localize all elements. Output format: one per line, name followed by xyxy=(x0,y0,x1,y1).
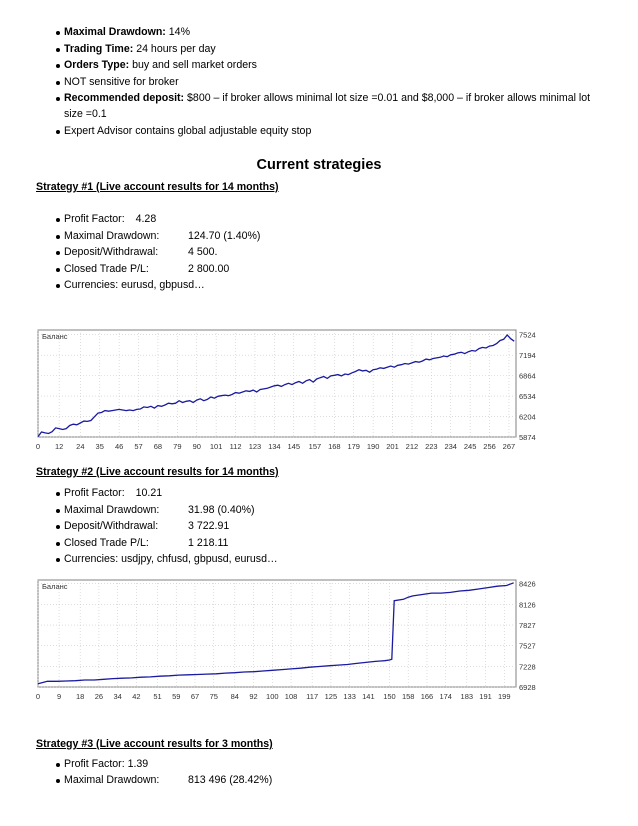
stat-item: Closed Trade P/L: 2 800.00 xyxy=(64,263,229,276)
stat-item: Deposit/Withdrawal: 3 722.91 xyxy=(64,520,229,533)
stat-item: Profit Factor: 1.39 xyxy=(64,758,148,771)
stat-item: Profit Factor: 4.28 xyxy=(64,213,156,226)
x-tick-label: 166 xyxy=(420,692,434,701)
y-tick-label: 7827 xyxy=(519,621,536,631)
y-tick-label: 6928 xyxy=(519,683,536,692)
x-tick-label: 123 xyxy=(248,442,262,451)
x-tick-label: 0 xyxy=(36,442,41,451)
x-tick-label: 223 xyxy=(425,442,438,451)
stat-item: Maximal Drawdown: 124.70 (1.40%) xyxy=(64,230,260,243)
list-item: Recommended deposit: $800 – if broker allows minimal lot size =0.01 and $8,000 – if broker allows minimal lot xyxy=(64,92,590,105)
x-tick-label: 212 xyxy=(405,442,419,451)
list-item: Expert Advisor contains global adjustable equity stop xyxy=(64,125,311,138)
stat-item: Currencies: eurusd, gbpusd… xyxy=(64,279,205,292)
chart-title: Баланс xyxy=(42,332,68,341)
x-tick-label: 57 xyxy=(134,442,143,451)
x-tick-label: 59 xyxy=(172,692,181,701)
x-tick-label: 75 xyxy=(209,692,218,701)
x-tick-label: 67 xyxy=(190,692,200,701)
y-tick-label: 7524 xyxy=(519,330,536,340)
x-tick-label: 256 xyxy=(483,442,496,451)
stat-item: Deposit/Withdrawal: 4 500. xyxy=(64,246,217,259)
x-tick-label: 0 xyxy=(36,692,41,701)
y-tick-label: 7228 xyxy=(519,662,536,672)
x-tick-label: 51 xyxy=(153,692,162,701)
y-tick-label: 6864 xyxy=(519,371,536,381)
x-tick-label: 92 xyxy=(249,692,258,701)
chart-title: Баланс xyxy=(42,582,68,591)
y-tick-label: 5874 xyxy=(519,433,536,442)
bullet-icon xyxy=(56,251,60,255)
x-tick-label: 133 xyxy=(343,692,356,701)
bullet-icon xyxy=(56,558,60,562)
bullet-icon xyxy=(56,284,60,288)
x-tick-label: 141 xyxy=(362,692,375,701)
strategy-title: Strategy #2 (Live account results for 14 months) xyxy=(36,466,279,478)
bullet-icon xyxy=(56,97,60,101)
x-tick-label: 168 xyxy=(328,442,341,451)
x-tick-label: 145 xyxy=(287,442,301,451)
x-tick-label: 12 xyxy=(54,442,64,451)
x-tick-label: 46 xyxy=(114,442,124,451)
x-tick-label: 157 xyxy=(308,442,322,451)
bullet-icon xyxy=(56,492,60,496)
x-tick-label: 112 xyxy=(229,442,242,451)
strategy-title: Strategy #1 (Live account results for 14 months) xyxy=(36,181,279,193)
x-tick-label: 125 xyxy=(324,692,338,701)
x-tick-label: 108 xyxy=(284,692,298,701)
bullet-icon xyxy=(56,268,60,272)
x-tick-label: 24 xyxy=(76,442,85,451)
bullet-icon xyxy=(56,542,60,546)
bullet-icon xyxy=(56,81,60,85)
y-tick-label: 6534 xyxy=(519,392,536,402)
x-tick-label: 79 xyxy=(173,442,182,451)
stat-item: Closed Trade P/L: 1 218.11 xyxy=(64,537,228,550)
y-tick-label: 7527 xyxy=(519,641,536,651)
bullet-icon xyxy=(56,48,60,52)
bullet-icon xyxy=(56,509,60,513)
x-tick-label: 174 xyxy=(439,692,452,701)
x-tick-label: 199 xyxy=(498,692,511,701)
list-item: Maximal Drawdown: 14% xyxy=(64,26,190,39)
x-tick-label: 183 xyxy=(460,692,474,701)
plot-area xyxy=(38,580,516,687)
x-tick-label: 18 xyxy=(76,692,85,701)
x-tick-label: 84 xyxy=(230,692,239,701)
x-tick-label: 101 xyxy=(209,442,223,451)
list-item: Trading Time: 24 hours per day xyxy=(64,43,216,56)
strategy-title: Strategy #3 (Live account results for 3 months) xyxy=(36,738,273,750)
x-tick-label: 158 xyxy=(401,692,415,701)
x-tick-label: 26 xyxy=(94,692,104,701)
y-tick-label: 6204 xyxy=(519,412,536,422)
section-heading: Current strategies xyxy=(256,157,382,173)
x-tick-label: 267 xyxy=(502,442,516,451)
bullet-icon xyxy=(56,218,60,222)
x-tick-label: 35 xyxy=(95,442,104,451)
x-tick-label: 179 xyxy=(347,442,360,451)
x-tick-label: 134 xyxy=(268,442,281,451)
stat-item: Currencies: usdjpy, chfusd, gbpusd, eurusd… xyxy=(64,553,278,566)
stat-item: Maximal Drawdown: 813 496 (28.42%) xyxy=(64,774,272,787)
x-tick-label: 68 xyxy=(153,442,163,451)
x-tick-label: 190 xyxy=(366,442,380,451)
x-tick-label: 100 xyxy=(266,692,279,701)
plot-area xyxy=(38,330,516,437)
x-tick-label: 245 xyxy=(463,442,477,451)
bullet-icon xyxy=(56,130,60,134)
x-tick-label: 201 xyxy=(386,442,399,451)
y-tick-label: 8126 xyxy=(519,600,536,610)
y-tick-label: 7194 xyxy=(519,351,536,361)
stat-item: Profit Factor: 10.21 xyxy=(64,487,162,500)
x-tick-label: 117 xyxy=(306,692,319,701)
y-tick-label: 8426 xyxy=(519,579,536,589)
stat-item: Maximal Drawdown: 31.98 (0.40%) xyxy=(64,504,255,517)
bullet-icon xyxy=(56,763,60,767)
x-tick-label: 42 xyxy=(132,692,141,701)
bullet-icon xyxy=(56,235,60,239)
bullet-icon xyxy=(56,31,60,35)
bullet-icon xyxy=(56,64,60,68)
x-tick-label: 9 xyxy=(57,692,62,701)
bullet-icon xyxy=(56,525,60,529)
x-tick-label: 191 xyxy=(479,692,492,701)
x-tick-label: 234 xyxy=(444,442,457,451)
list-item-continuation: size =0.1 xyxy=(64,108,107,120)
list-item: NOT sensitive for broker xyxy=(64,76,179,89)
x-tick-label: 90 xyxy=(192,442,201,451)
x-tick-label: 150 xyxy=(383,692,396,701)
list-item: Orders Type: buy and sell market orders xyxy=(64,59,257,72)
balance-chart xyxy=(36,328,546,453)
balance-chart xyxy=(36,578,546,703)
x-tick-label: 34 xyxy=(113,692,122,701)
bullet-icon xyxy=(56,779,60,783)
